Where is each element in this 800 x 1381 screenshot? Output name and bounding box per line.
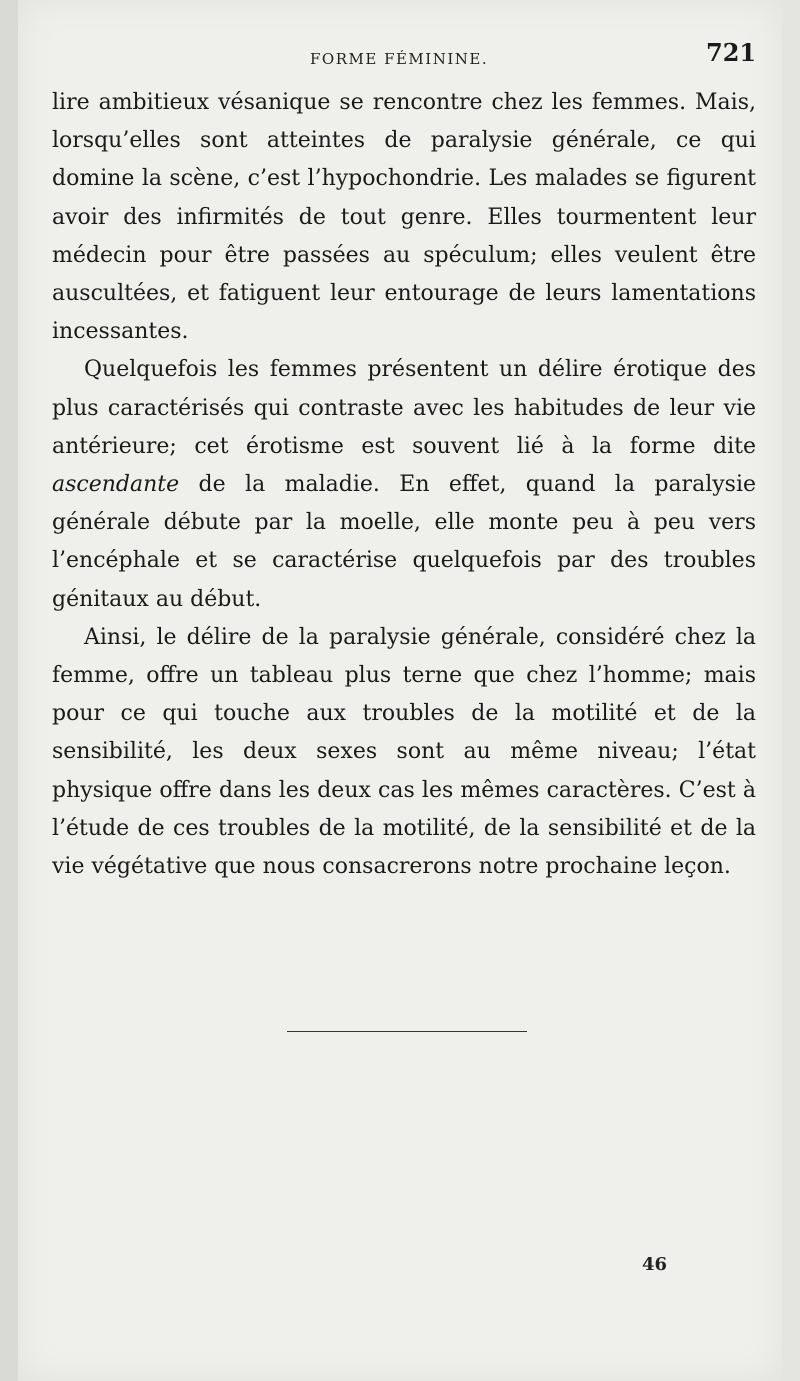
paragraph: [52, 84, 756, 351]
section-divider: [287, 1031, 527, 1032]
paragraph-text: de la maladie. En effet, quand la paralysie générale débute par la moelle, elle monte peu à peu vers l’encéphale et se caractérise quelquefois par des troubles génitaux au début.: [52, 472, 756, 612]
paragraph-text: Quelquefois les femmes présentent un délire érotique des plus caractérisés qui contraste avec les habitudes de leur vie antérieure; cet érotisme est souvent lié à la forme dite: [52, 357, 756, 459]
page-header: [0, 38, 800, 78]
signature-mark: 46: [642, 1254, 668, 1275]
paragraph-text: Ainsi, le délire de la paralysie générale, considéré chez la femme, offre un tableau plus terne que chez l’homme; mais pour ce qui touche aux troubles de la motilité et de la sensibilité, les deux sexes sont au même niveau; l’état physique offre dans les deux cas les mêmes caractères. C’est à l’étude de ces troubles de la motilité, de la sensibilité et de la vie végétative que nous consacrerons notre prochaine leçon.: [52, 624, 756, 880]
paragraph: [52, 351, 756, 618]
paragraph-text: lire ambitieux vésanique se rencontre chez les femmes. Mais, lorsqu’elles sont atteintes de paralysie générale, ce qui domine la scène, c’est l’hypochondrie. Les malades se figurent avoir des infirmités de tout genre. Elles tourmentent leur médecin pour être passées au spéculum; elles veulent être auscultées, et fatiguent leur entourage de leurs lamentations incessantes.: [52, 90, 756, 345]
page-edge: [782, 0, 800, 1381]
body-text: [52, 84, 756, 886]
paragraph: [52, 619, 756, 886]
italic-text: ascendante: [52, 472, 180, 498]
page-number: 721: [706, 38, 757, 67]
running-title: FORME FÉMININE.: [310, 50, 489, 68]
